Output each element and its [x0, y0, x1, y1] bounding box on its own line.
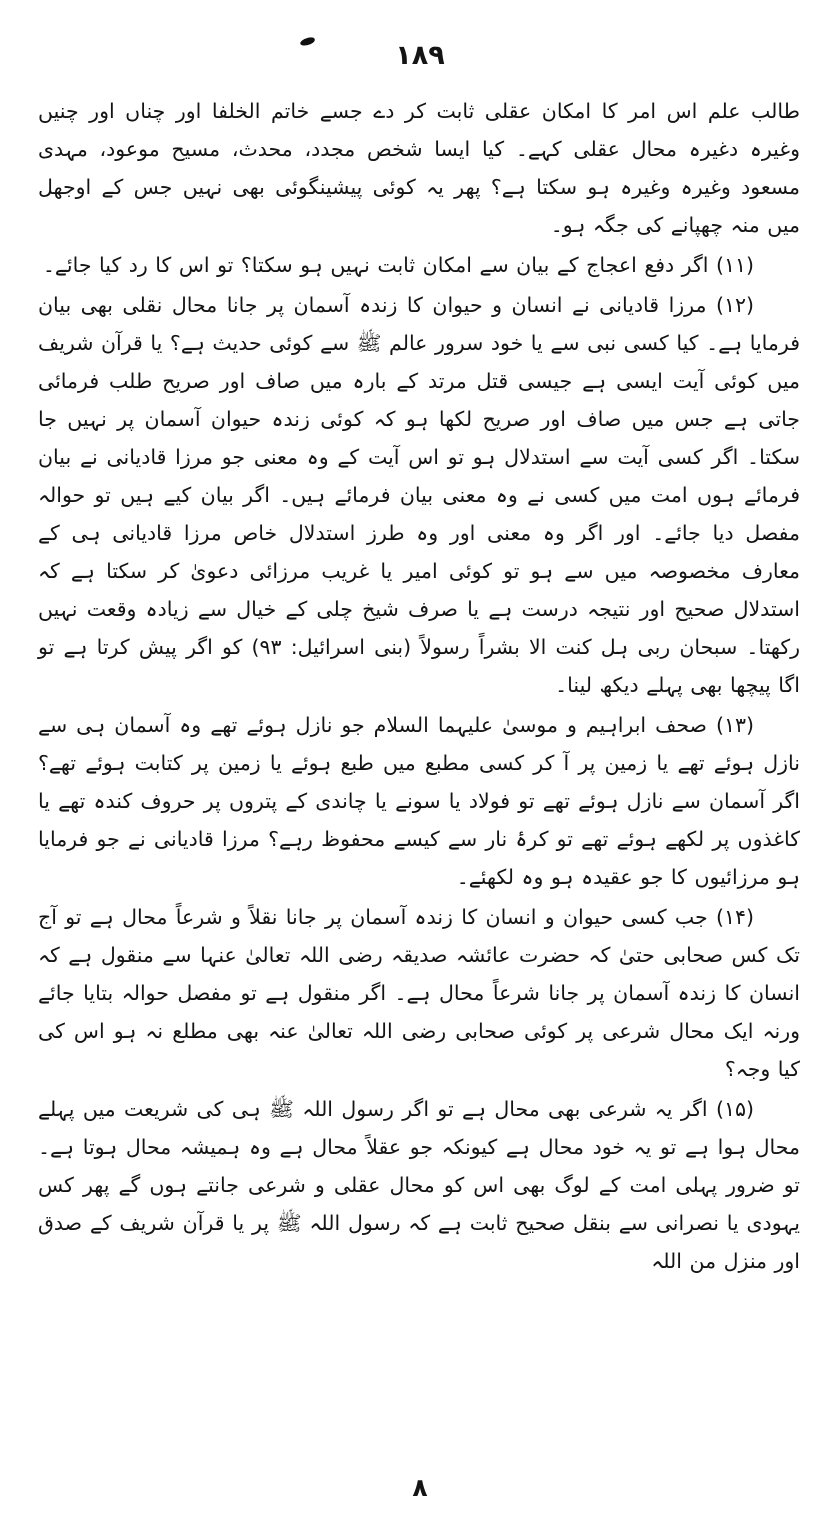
paragraph-item-12: (١٢) مرزا قادیانی نے انسان و حیوان کا زندہ آسمان پر جانا محال نقلی بھی بیان فرمایا ہے۔ کیا کسی نبی سے یا خود سرور عالم ﷺ سے کوئی حدیث ہے؟ یا قرآن شریف میں کوئی آیت ایسی ہے جیسی قتل مرتد کے بارہ میں صاف اور صریح طلب فرمائی جاتی ہے جس میں صاف اور صریح لکھا ہو کہ کوئی زندہ حیوان آسمان پر نہیں جا سکتا۔ اگر کسی آیت سے استدلال ہو تو اس آیت کے وہ معنی جو مرزا قادیانی نے بیان فرمائے ہوں امت میں کسی نے وہ معنی بیان فرمائے ہیں۔ اگر بیان کیے ہیں تو حوالہ مفصل دیا جائے۔ اور اگر وہ معنی اور وہ طرز استدلال خاص مرزا قادیانی ہی کے معارف مخصوصہ میں سے ہو تو کوئی امیر یا غریب مرزائی دعویٰ کر سکتا ہے کہ استدلال صحیح اور نتیجہ درست ہے یا صرف شیخ چلی کے خیال سے زیادہ وقعت نہیں رکھتا۔ سبحان ربی ہل کنت الا بشراً رسولاً (بنی اسرائیل: ٩٣) کو اگر پیش کرتا ہے تو اگا پیچھا بھی پہلے دیکھ لینا۔: [38, 293, 800, 697]
paragraph-item-14: (١۴) جب کسی حیوان و انسان کا زندہ آسمان پر جانا نقلاً و شرعاً محال ہے تو آج تک کس صحابی حتیٰ کہ حضرت عائشہ صدیقہ رضی اللہ تعالیٰ عنہا سے منقول ہے کہ انسان کا زندہ آسمان پر جانا شرعاً محال ہے۔ اگر منقول ہے تو مفصل حوالہ بتایا جائے ورنہ ایک محال شرعی پر کوئی صحابی رضی اللہ تعالیٰ عنہ بھی مطلع نہ ہو اس کی کیا وجہ؟: [38, 905, 800, 1081]
paragraph-continuation: طالب علم اس امر کا امکان عقلی ثابت کر دے جسے خاتم الخلفا اور چناں اور چنیں وغیرہ دغیرہ محال عقلی کہے۔ کیا ایسا شخص مجدد، محدث، مسیح موعود، مہدی مسعود وغیرہ وغیرہ ہو سکتا ہے؟ پھر یہ کوئی پیشینگوئی بھی نہیں جس کے اوجھل میں منہ چھپانے کی جگہ ہو۔: [38, 99, 800, 237]
page-number-bottom: ٨: [412, 1473, 428, 1502]
paragraph-item-11: (١١) اگر دفع اعجاج کے بیان سے امکان ثابت نہیں ہو سکتا؟ تو اس کا رد کیا جائے۔: [42, 253, 754, 277]
page-body: [38, 92, 800, 1282]
page-number-top: ١٨٩: [395, 40, 445, 71]
paragraph-item-13: (١٣) صحف ابراہیم و موسیٰ علیہما السلام جو نازل ہوئے تھے وہ آسمان ہی سے نازل ہوئے تھے یا زمین پر آ کر کسی مطبع میں طبع ہوئے یا زمین پر کتابت ہوئے تھے؟ اگر آسمان سے نازل ہوئے تھے تو فولاد یا سونے یا چاندی کے پتروں پر حروف کندہ تھے یا کاغذوں پر لکھے ہوئے تھے تو کرۂ نار سے کیسے محفوظ رہے؟ مرزا قادیانی نے جو فرمایا ہو مرزائیوں کا جو عقیدہ ہو وہ لکھئے۔: [38, 713, 800, 889]
paragraph-item-15: (١۵) اگر یہ شرعی بھی محال ہے تو اگر رسول اللہ ﷺ ہی کی شریعت میں پہلے محال ہوا ہے تو یہ خود محال ہے کیونکہ جو عقلاً محال ہے وہ ہمیشہ محال ہوتا ہے۔ تو ضرور پہلی امت کے لوگ بھی اس کو محال عقلی و شرعی جانتے ہوں گے پھر کس یہودی یا نصرانی سے بنقل صحیح ثابت ہے کہ رسول اللہ ﷺ پر یا قرآن شریف کے صدق اور منزل من اللہ: [38, 1097, 800, 1273]
